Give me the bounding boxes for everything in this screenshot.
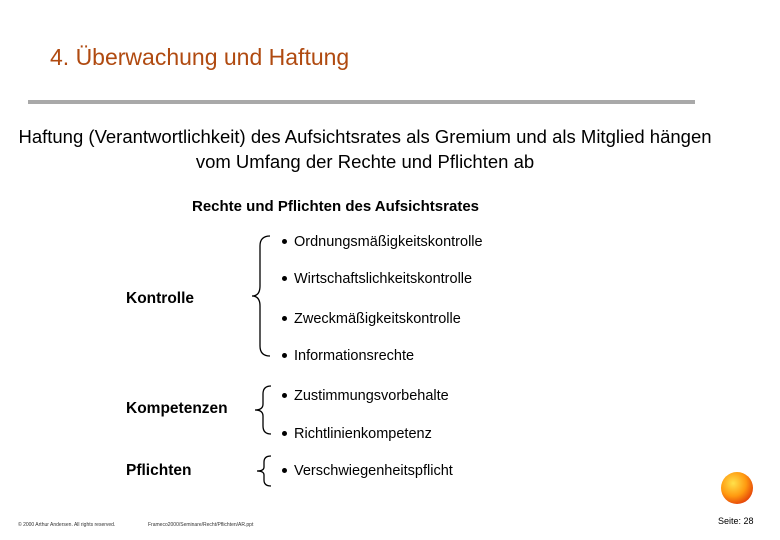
group-label-kontrolle: Kontrolle	[126, 290, 195, 307]
list-item: Ordnungsmäßigkeitskontrolle	[282, 234, 483, 250]
copyright-notice: © 2000 Arthur Andersen. All rights reserved.	[18, 522, 116, 528]
list-item: Richtlinienkompetenz	[282, 426, 432, 442]
list-item: Zustimmungsvorbehalte	[282, 388, 449, 404]
list-item: Zweckmäßigkeitskontrolle	[282, 311, 461, 327]
logo-ball-icon	[721, 472, 753, 504]
group-label-kompetenzen: Kompetenzen	[126, 400, 228, 417]
bullet-icon	[282, 239, 287, 244]
brace-kontrolle	[250, 234, 274, 358]
list-item: Informationsrechte	[282, 348, 414, 364]
list-item: Wirtschaftslichkeitskontrolle	[282, 271, 472, 287]
brace-pflichten	[254, 454, 274, 488]
slide-title: 4. Überwachung und Haftung	[50, 44, 350, 70]
bullet-icon	[282, 393, 287, 398]
bullet-icon	[282, 276, 287, 281]
bullet-icon	[282, 468, 287, 473]
title-divider	[28, 100, 695, 104]
section-heading: Rechte und Pflichten des Aufsichtsrates	[192, 198, 480, 215]
brace-kompetenzen	[252, 384, 274, 436]
list-item: Verschwiegenheitspflicht	[282, 463, 453, 479]
page-number: Seite: 28	[718, 516, 754, 526]
group-label-pflichten: Pflichten	[126, 462, 192, 479]
bullet-icon	[282, 431, 287, 436]
intro-text: Haftung (Verantwortlichkeit) des Aufsichtsrates als Gremium und als Mitglied hängen vom Umfang der Rechte und Pflichten ab	[18, 126, 712, 172]
file-path: Frameco2000/Seminare/Recht/Pflichten/AR.ppt	[148, 522, 254, 528]
bullet-icon	[282, 353, 287, 358]
bullet-icon	[282, 316, 287, 321]
